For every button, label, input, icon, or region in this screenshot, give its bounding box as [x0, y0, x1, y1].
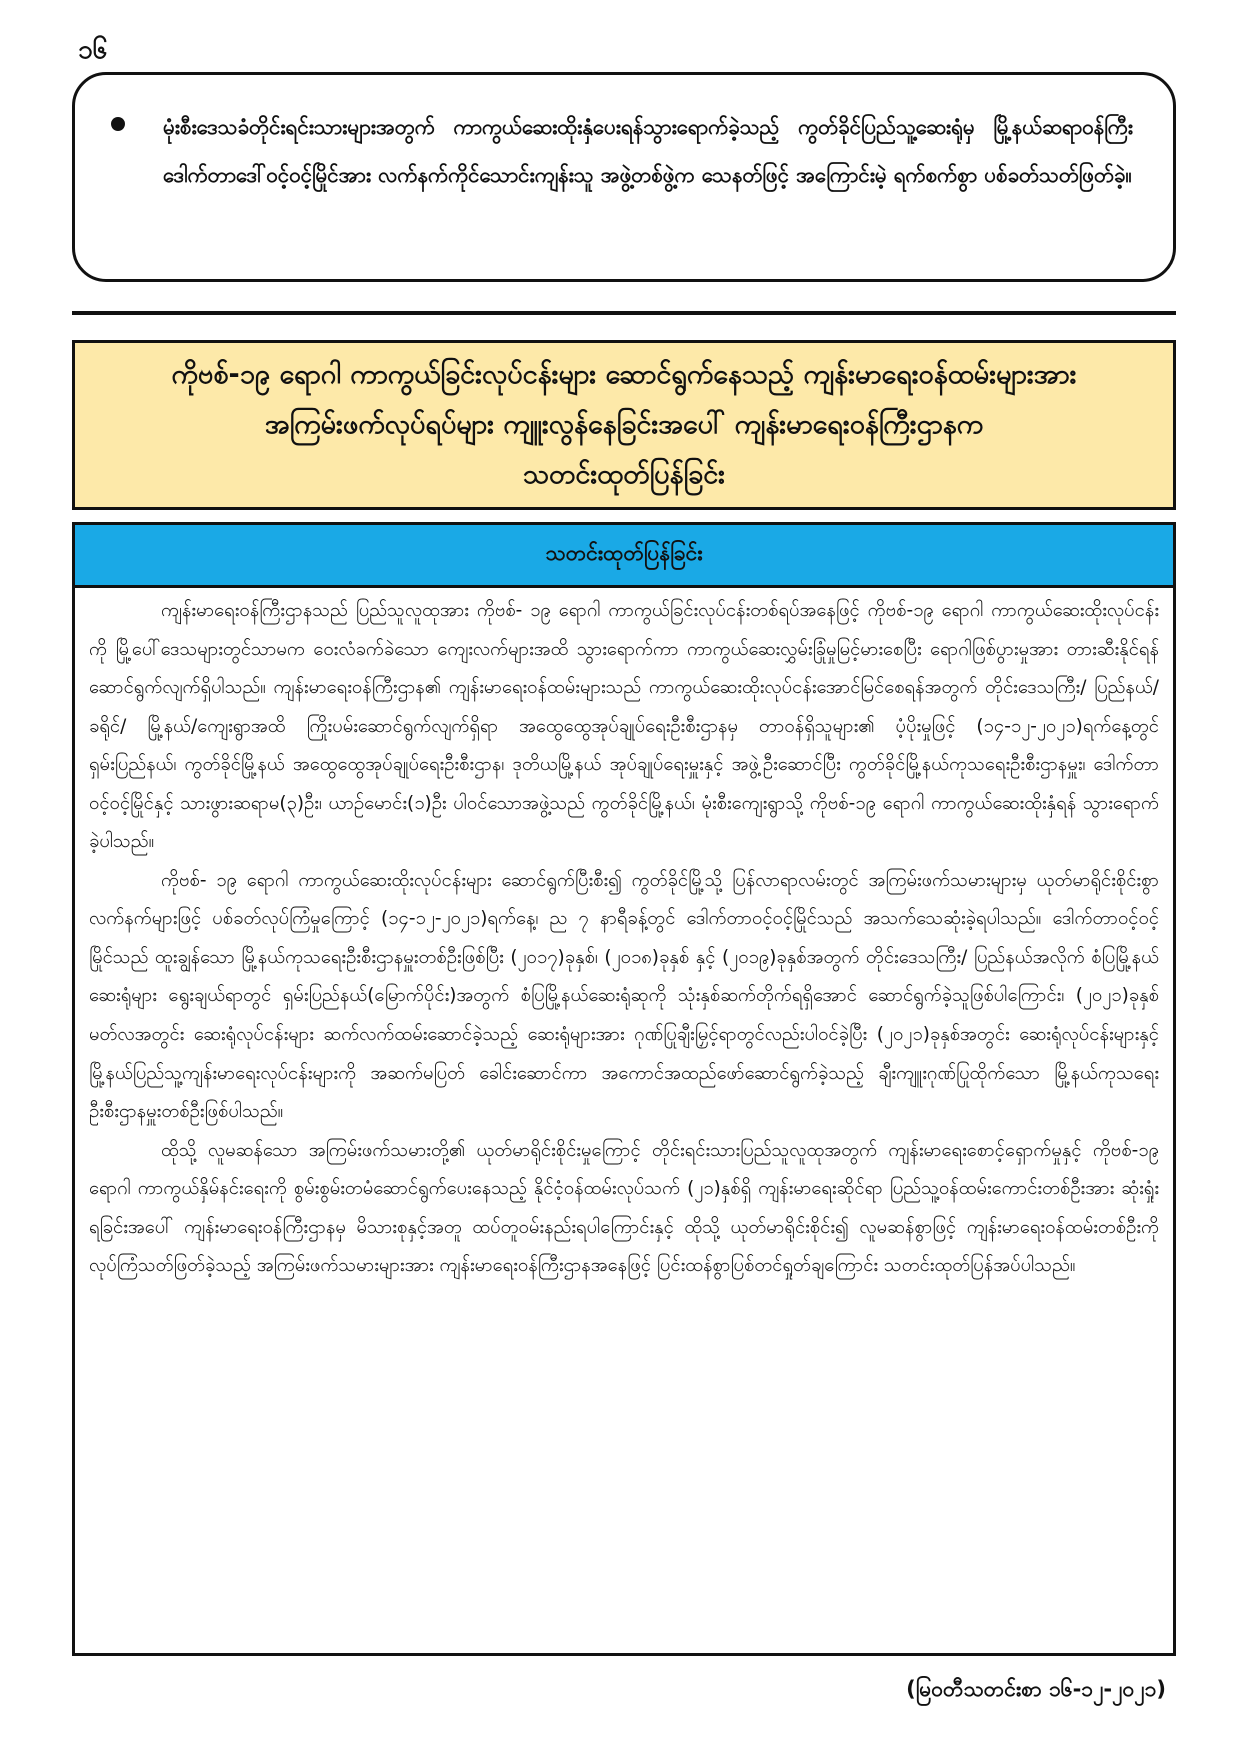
article-paragraph: ကိုဗစ်- ၁၉ ရောဂါ ကာကွယ်ဆေးထိုးလုပ်ငန်းများ ဆောင်ရွက်ပြီးစီး၍ ကွတ်ခိုင်မြို့သို့ ပြန်လာရာလမ်းတွင် အကြမ်းဖက်သမားများမှ ယုတ်မာရိုင်းစိုင်းစွာ လက်နက်များဖြင့် ပစ်ခတ်လုပ်ကြံမှုကြောင့် (၁၄-၁၂-၂၀၂၁)ရက်နေ့၊ ည ၇ နာရီခန့်တွင် ဒေါက်တာဝင့်ဝင့်မြိုင်သည် အသက်သေဆုံးခဲ့ရပါသည်။ ဒေါက်တာဝင့်ဝင့်မြိုင်သည် ထူးချွန်သော မြို့နယ်ကုသရေးဦးစီးဌာနမှူးတစ်ဦးဖြစ်ပြီး (၂၀၁၇)ခုနှစ်၊ (၂၀၁၈)ခုနှစ် နှင့် (၂၀၁၉)ခုနှစ်အတွက် တိုင်းဒေသကြီး/ ပြည်နယ်အလိုက် စံပြမြို့နယ်ဆေးရုံများ ရွေးချယ်ရာတွင် ရှမ်းပြည်နယ်(မြောက်ပိုင်း)အတွက် စံပြမြို့နယ်ဆေးရုံဆုကို သုံးနှစ်ဆက်တိုက်ရရှိအောင် ဆောင်ရွက်ခဲ့သူဖြစ်ပါကြောင်း၊ (၂၀၂၁)ခုနှစ် မတ်လအတွင်း ဆေးရုံလုပ်ငန်းများ ဆက်လက်ထမ်းဆောင်ခဲ့သည့် ဆေးရုံများအား ဂုဏ်ပြုချီးမြှင့်ရာတွင်လည်းပါဝင်ခဲ့ပြီး (၂၀၂၁)ခုနှစ်အတွင်း ဆေးရုံလုပ်ငန်းများနှင့် မြို့နယ်ပြည်သူ့ကျန်းမာရေးလုပ်ငန်းများကို အဆက်မပြတ် ခေါင်းဆောင်ကာ အကောင်အထည်ဖော်ဆောင်ရွက်ခဲ့သည့် ချီးကျူးဂုဏ်ပြုထိုက်သော မြို့နယ်ကုသရေးဦးစီးဌာနမှူးတစ်ဦးဖြစ်ပါသည်။ [89, 869, 1159, 1123]
article-paragraph: ထိုသို့ လူမဆန်သော အကြမ်းဖက်သမားတို့၏ ယုတ်မာရိုင်းစိုင်းမှုကြောင့် တိုင်းရင်းသားပြည်သူလူထုအတွက် ကျန်းမာရေးစောင့်ရှောက်မှုနှင့် ကိုဗစ်-၁၉ ရောဂါ ကာကွယ်နှိမ်နင်းရေးကို စွမ်းစွမ်းတမံဆောင်ရွက်ပေးနေသည့် နိုင်ငံ့ဝန်ထမ်းလုပ်သက် (၂၁)နှစ်ရှိ ကျန်းမာရေးဆိုင်ရာ ပြည်သူ့ဝန်ထမ်းကောင်းတစ်ဦးအား ဆုံးရှုံးရခြင်းအပေါ် ကျန်းမာရေးဝန်ကြီးဌာနမှ မိသားစုနှင့်အတူ ထပ်တူဝမ်းနည်းရပါကြောင်းနှင့် ထိုသို့ ယုတ်မာရိုင်းစိုင်း၍ လူမဆန်စွာဖြင့် ကျန်းမာရေးဝန်ထမ်းတစ်ဦးကို လုပ်ကြံသတ်ဖြတ်ခဲ့သည့် အကြမ်းဖက်သမားများအား ကျန်းမာရေးဝန်ကြီးဌာနအနေဖြင့် ပြင်းထန်စွာပြစ်တင်ရှုတ်ချကြောင်း သတင်းထုတ်ပြန်အပ်ပါသည်။ [89, 1139, 1159, 1277]
headline-line-2: အကြမ်းဖက်လုပ်ရပ်များ ကျူးလွန်နေခြင်းအပေါ် ကျန်းမာရေးဝန်ကြီးဌာနက [264, 409, 984, 440]
article-header: သတင်းထုတ်ပြန်ခြင်း [75, 525, 1173, 588]
divider [72, 311, 1176, 315]
callout-text: မုံးစီးဒေသခံတိုင်းရင်းသားများအတွက် ကာကွယ်ဆေးထိုးနှံပေးရန်သွားရောက်ခဲ့သည့် ကွတ်ခိုင်ပြည်သူ့ဆေးရုံမှ မြို့နယ်ဆရာဝန်ကြီး ဒေါက်တာဒေါ်ဝင့်ဝင့်မြိုင်အား လက်နက်ကိုင်သောင်းကျန်းသူ အဖွဲ့တစ်ဖွဲ့က သေနတ်ဖြင့် အကြောင်းမဲ့ ရက်စက်စွာ ပစ်ခတ်သတ်ဖြတ်ခဲ့။ [163, 115, 1133, 187]
callout-box [72, 72, 1176, 282]
source-citation: (မြဝတီသတင်းစာ ၁၆-၁၂-၂၀၂၁) [906, 1677, 1166, 1701]
page-number: ၁၆ [78, 35, 108, 65]
headline-line-3: သတင်းထုတ်ပြန်ခြင်း [522, 459, 726, 490]
article-box [72, 522, 1176, 1656]
article-paragraph: ကျန်းမာရေးဝန်ကြီးဌာနသည် ပြည်သူလူထုအား ကိုဗစ်- ၁၉ ရောဂါ ကာကွယ်ခြင်းလုပ်ငန်းတစ်ရပ်အနေဖြင့် ကိုဗစ်-၁၉ ရောဂါ ကာကွယ်ဆေးထိုးလုပ်ငန်းကို မြို့ပေါ်ဒေသများတွင်သာမက ဝေးလံခက်ခဲသော ကျေးလက်များအထိ သွားရောက်ကာ ကာကွယ်ဆေးလွှမ်းခြုံမှုမြင့်မားစေပြီး ရောဂါဖြစ်ပွားမှုအား တားဆီးနိုင်ရန်ဆောင်ရွက်လျက်ရှိပါသည်။ ကျန်းမာရေးဝန်ကြီးဌာန၏ ကျန်းမာရေးဝန်ထမ်းများသည် ကာကွယ်ဆေးထိုးလုပ်ငန်းအောင်မြင်စေရန်အတွက် တိုင်းဒေသကြီး/ ပြည်နယ်/ ခရိုင်/ မြို့နယ်/ကျေးရွာအထိ ကြိုးပမ်းဆောင်ရွက်လျက်ရှိရာ အထွေထွေအုပ်ချုပ်ရေးဦးစီးဌာနမှ တာဝန်ရှိသူများ၏ ပံ့ပိုးမှုဖြင့် (၁၄-၁၂-၂၀၂၁)ရက်နေ့တွင် ရှမ်းပြည်နယ်၊ ကွတ်ခိုင်မြို့နယ် အထွေထွေအုပ်ချုပ်ရေးဦးစီးဌာန၊ ဒုတိယမြို့နယ် အုပ်ချုပ်ရေးမှူးနှင့် အဖွဲ့ဦးဆောင်ပြီး ကွတ်ခိုင်မြို့နယ်ကုသရေးဦးစီးဌာနမှူး၊ ဒေါက်တာဝင့်ဝင့်မြိုင်နှင့် သားဖွားဆရာမ(၃)ဦး၊ ယာဉ်မောင်း(၁)ဦး ပါဝင်သောအဖွဲ့သည် ကွတ်ခိုင်မြို့နယ်၊ မုံးစီးကျေးရွာသို့ ကိုဗစ်-၁၉ ရောဂါ ကာကွယ်ဆေးထိုးနှံရန် သွားရောက်ခဲ့ပါသည်။ [89, 600, 1159, 853]
headline-box [72, 340, 1176, 510]
headline-line-1: ကိုဗစ်-၁၉ ရောဂါ ကာကွယ်ခြင်းလုပ်ငန်းများ ဆောင်ရွက်နေသည့် ကျန်းမာရေးဝန်ထမ်းများအား [171, 359, 1077, 390]
article-body [75, 588, 1173, 1294]
bullet-icon [111, 117, 125, 131]
